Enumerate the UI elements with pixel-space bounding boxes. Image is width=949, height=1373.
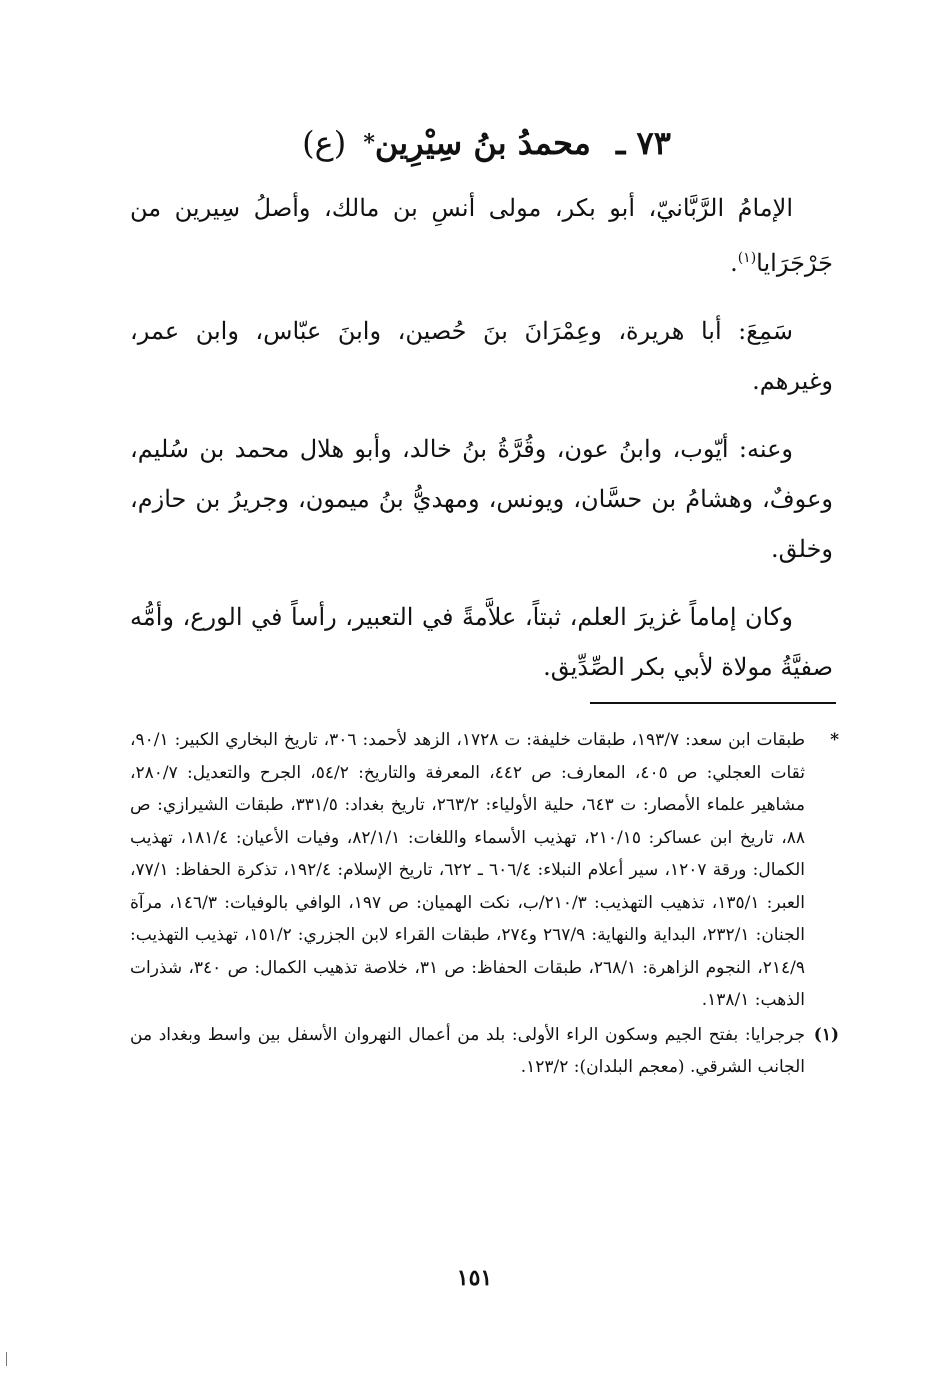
entry-number: ٧٣ ـ	[616, 124, 671, 162]
footnote-item	[130, 724, 839, 1017]
footnote-text: جرجرايا: بفتح الجيم وسكون الراء الأولى: بلد من أعمال النهروان الأسفل بين واسط وبغداد من الجانب الشرقي. (معجم البلدان): ١٢٣/٢.	[130, 1024, 805, 1077]
footnote-ref: (١)	[737, 250, 757, 266]
paragraph-description	[130, 592, 833, 692]
footnote-text: طبقات ابن سعد: ١٩٣/٧، طبقات خليفة: ت ١٧٢٨، الزهد لأحمد: ٣٠٦، تاريخ البخاري الكبير: ٩٠/١، ثقات العجلي: ص ٤٠٥، المعارف: ص ٤٤٢، المعرفة والتاريخ: ٥٤/٢، الجرح والتعديل: ٢٨٠/٧، مشاهير علماء الأمصار: ت ٦٤٣، حلية الأولياء: ٢٦٣/٢، تاريخ بغداد: ٣٣١/٥، طبقات الشيرازي: ص ٨٨، تاريخ ابن عساكر: ٢١٠/١٥، تهذيب الأسماء واللغات: ٨٢/١/١، وفيات الأعيان: ١٨١/٤، تهذيب الكمال: ورقة ١٢٠٧، سير أعلام النبلاء: ٦٠٦/٤ ـ ٦٢٢، تاريخ الإسلام: ١٩٢/٤، تذكرة الحفاظ: ٧٧/١، العبر: ١٣٥/١، تذهيب التهذيب: ٢١٠/٣/ب، نكت الهميان: ص ١٩٧، الوافي بالوفيات: ١٤٦/٣، مرآة الجنان: ٢٣٢/١، البداية والنهاية: ٢٦٧/٩ و٢٧٤، طبقات القراء لابن الجزري: ١٥١/٢، تهذيب التهذيب: ٢١٤/٩، النجوم الزاهرة: ٢٦٨/١، طبقات الحفاظ: ص ٣١، خلاصة تذهيب الكمال: ص ٣٤٠، شذرات الذهب: ١٣٨/١.	[130, 730, 806, 1010]
source-star-marker: *	[363, 130, 375, 156]
footnote-mark: *	[830, 730, 839, 750]
paragraph-text: الإمامُ الرَّبَّانيّ، أبو بكر، مولى أنسِ بن مالك، وأصلُ سِيرين من جَرْجَرَايا	[130, 194, 833, 277]
entry-name: محمدُ بنُ سِيْرِين	[374, 124, 591, 162]
footnote-divider	[590, 702, 836, 704]
footnotes	[130, 724, 839, 1086]
paragraph-text: سَمِعَ: أبا هريرة، وعِمْرَانَ بنَ حُصين، وابنَ عبّاس، وابن عمر، وغيرهم.	[130, 317, 833, 395]
paragraph-lineage	[130, 183, 833, 288]
page-number: ١٥١	[456, 1265, 493, 1291]
entry-code: (ع)	[302, 124, 347, 162]
paragraph-tail: .	[730, 249, 738, 277]
entry-body	[130, 183, 833, 710]
paragraph-students	[130, 424, 833, 574]
paragraph-teachers	[130, 306, 833, 406]
footnote-mark: (١)	[813, 1024, 839, 1045]
scan-mark	[6, 1352, 7, 1366]
entry-heading	[140, 118, 833, 168]
paragraph-text: وكان إماماً غزيرَ العلم، ثبتاً، علاَّمةً في التعبير، رأساً في الورع، وأمُّه صفيَّةُ مولاة لأبي بكر الصِّدِّيق.	[130, 603, 833, 681]
paragraph-text: وعنه: أيّوب، وابنُ عون، وقُرَّةُ بنُ خالد، وأبو هلال محمد بن سُليم، وعوفٌ، وهشامُ بن حسَّان، ويونس، ومهديُّ بنُ ميمون، وجريرُ بن حازم، وخلق.	[130, 435, 833, 563]
footnote-item	[130, 1019, 839, 1084]
